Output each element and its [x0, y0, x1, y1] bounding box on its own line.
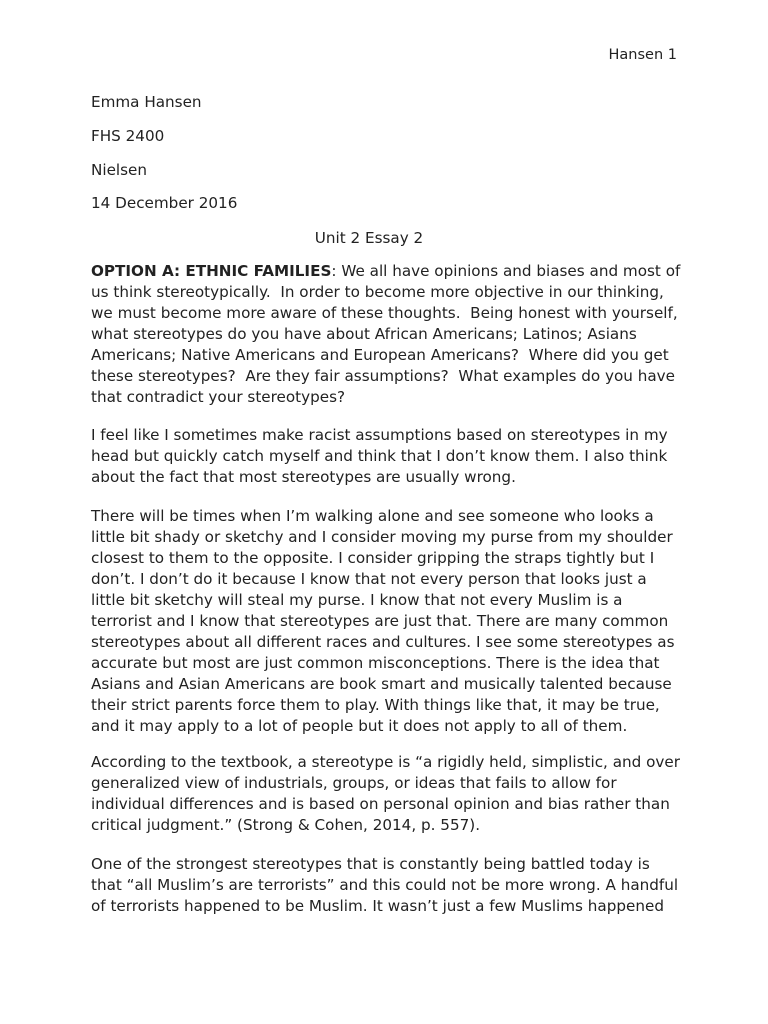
paragraph-line: generalized view of industrials, groups, or ideas that fails to allow for	[91, 774, 617, 792]
paragraph-line: terrorist and I know that stereotypes are just that. There are many common	[91, 612, 669, 630]
prompt-label: OPTION A: ETHNIC FAMILIES	[91, 262, 332, 280]
prompt-line: us think stereotypically. In order to become more objective in our thinking,	[91, 283, 664, 301]
paragraph-line: little bit shady or sketchy and I consider moving my purse from my shoulder	[91, 528, 673, 546]
paragraph-line: don’t. I don’t do it because I know that not every person that looks just a	[91, 570, 647, 588]
prompt-line-0	[91, 261, 691, 282]
paragraph-line: accurate but most are just common misconceptions. There is the idea that	[91, 654, 660, 672]
body-paragraph-3	[91, 752, 691, 836]
paragraph-line: little bit sketchy will steal my purse. I know that not every Muslim is a	[91, 591, 623, 609]
prompt-line: Americans; Native Americans and European Americans? Where did you get	[91, 346, 669, 364]
paragraph-line: closest to them to the opposite. I consider gripping the straps tightly but I	[91, 549, 655, 567]
paragraph-line: and it may apply to a lot of people but it does not apply to all of them.	[91, 717, 628, 735]
prompt-line: these stereotypes? Are they fair assumptions? What examples do you have	[91, 367, 675, 385]
paragraph-line: One of the strongest stereotypes that is constantly being battled today is	[91, 855, 650, 873]
essay-title: Unit 2 Essay 2	[314, 229, 424, 247]
paragraph-line: I feel like I sometimes make racist assumptions based on stereotypes in my	[91, 426, 668, 444]
paragraph-line: critical judgment.” (Strong & Cohen, 2014, p. 557).	[91, 816, 481, 834]
paragraph-line: their strict parents force them to play. With things like that, it may be true,	[91, 696, 660, 714]
paragraph-line: that “all Muslim’s are terrorists” and this could not be more wrong. A handful	[91, 876, 679, 894]
author-name: Emma Hansen	[91, 93, 202, 111]
body-paragraph-1	[91, 425, 691, 488]
paragraph-line: stereotypes about all different races and cultures. I see some stereotypes as	[91, 633, 675, 651]
prompt-paragraph	[91, 261, 691, 408]
instructor-name: Nielsen	[91, 161, 148, 179]
page-header: Hansen 1	[608, 47, 677, 63]
prompt-line: that contradict your stereotypes?	[91, 388, 346, 406]
paragraph-line: Asians and Asian Americans are book smart and musically talented because	[91, 675, 672, 693]
essay-date: 14 December 2016	[91, 194, 238, 212]
paragraph-line: There will be times when I’m walking alone and see someone who looks a	[91, 507, 654, 525]
paragraph-line: about the fact that most stereotypes are usually wrong.	[91, 468, 516, 486]
prompt-line: we must become more aware of these thoughts. Being honest with yourself,	[91, 304, 678, 322]
body-paragraph-4	[91, 854, 691, 917]
paragraph-line: head but quickly catch myself and think that I don’t know them. I also think	[91, 447, 668, 465]
prompt-line-0-text: : We all have opinions and biases and most of	[331, 262, 681, 280]
paragraph-line: individual differences and is based on personal opinion and bias rather than	[91, 795, 670, 813]
course-code: FHS 2400	[91, 127, 165, 145]
paragraph-line: According to the textbook, a stereotype is “a rigidly held, simplistic, and over	[91, 753, 680, 771]
body-paragraph-2	[91, 506, 691, 737]
prompt-line: what stereotypes do you have about African Americans; Latinos; Asians	[91, 325, 637, 343]
paragraph-line: of terrorists happened to be Muslim. It wasn’t just a few Muslims happened	[91, 897, 664, 915]
